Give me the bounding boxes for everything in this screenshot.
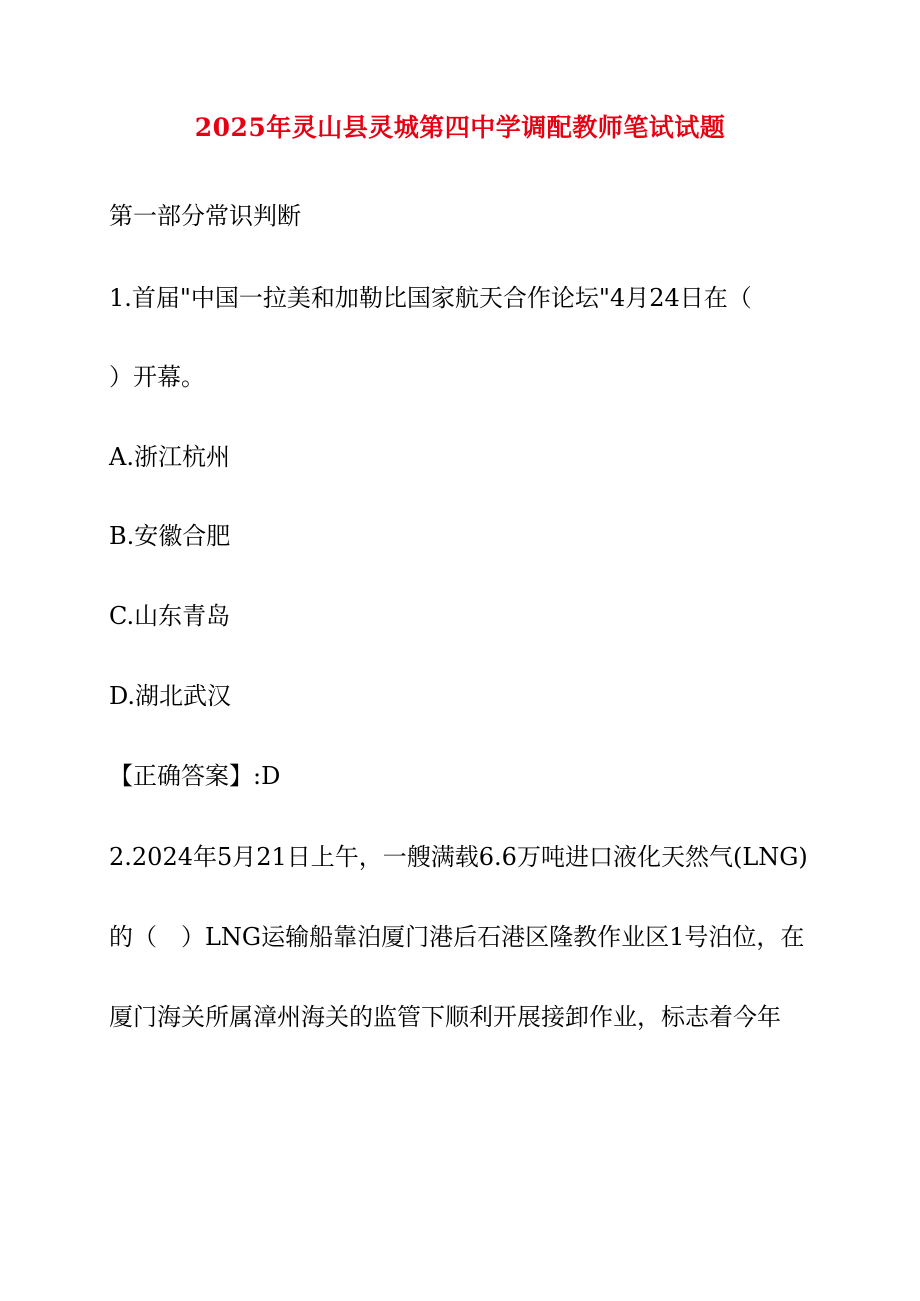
question-1-option-d: D.湖北武汉 — [109, 682, 232, 710]
question-1-option-a: A.浙江杭州 — [109, 443, 230, 471]
question-2-line-3: 厦门海关所属漳州海关的监管下顺利开展接卸作业，标志着今年 — [109, 1003, 781, 1031]
question-1-option-c: C.山东青岛 — [109, 602, 231, 630]
document-title: 2025年灵山县灵城第四中学调配教师笔试试题 — [194, 113, 726, 142]
section-heading: 第一部分常识判断 — [109, 202, 301, 230]
question-1-line-1: 1.首届"中国一拉美和加勒比国家航天合作论坛"4月24日在（ — [109, 284, 752, 312]
question-1-option-b: B.安徽合肥 — [109, 522, 231, 550]
question-2-line-1: 2.2024年5月21日上午，一艘满载6.6万吨进口液化天然气(LNG) — [109, 843, 808, 871]
question-2-line-2: 的（ ）LNG运输船靠泊厦门港后石港区隆教作业区1号泊位，在 — [109, 923, 805, 951]
question-1-answer: 【正确答案】:D — [109, 762, 281, 790]
question-1-line-2: ）开幕。 — [109, 363, 205, 391]
